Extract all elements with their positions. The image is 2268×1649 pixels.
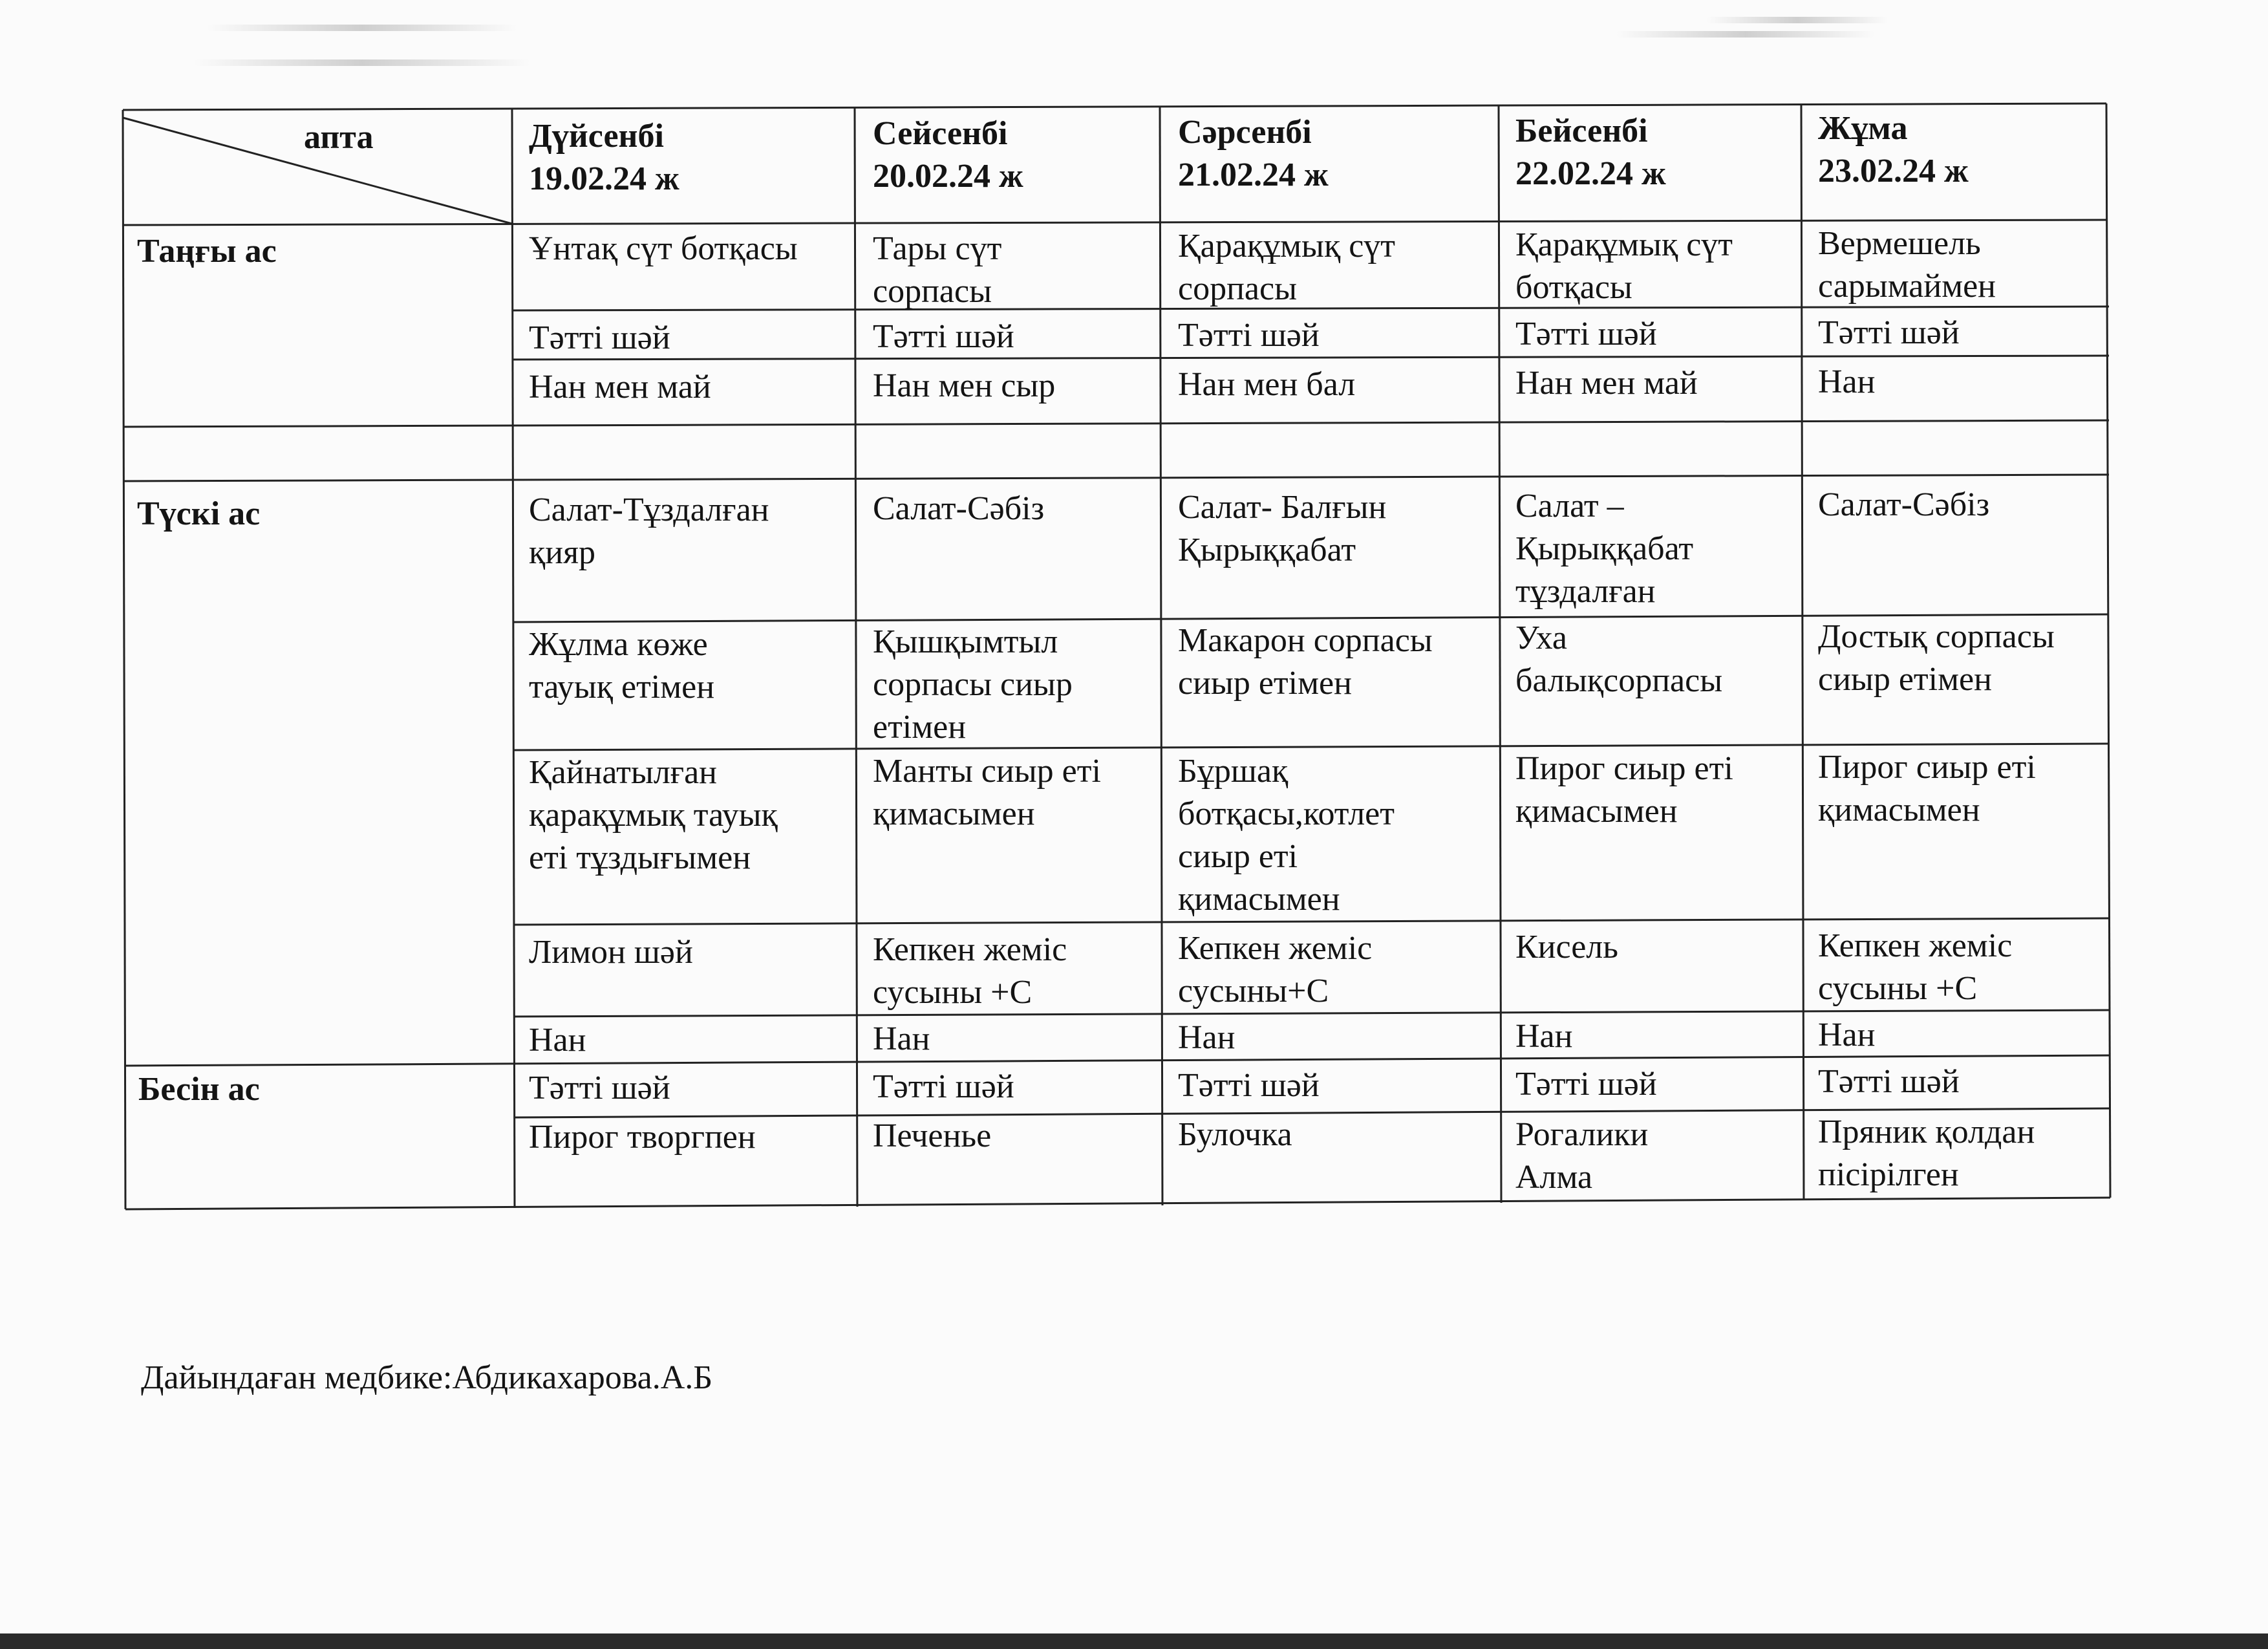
menu-cell: Нан мен сыр [873,367,1056,404]
menu-cell: Тәтті шәй [1818,1063,1960,1100]
column-day: Сейсенбі [873,115,1008,152]
menu-cell: Салат-Сәбіз [873,490,1045,527]
menu-cell: Рогалики Алма [1515,1116,1649,1196]
menu-cell: Қышқымтыл сорпасы сиыр етімен [873,623,1073,746]
menu-cell: Достық сорпасы сиыр етімен [1818,618,2055,698]
menu-cell: Салат-Тұздалған қияр [529,491,769,571]
menu-cell: Тары сүт сорпасы [873,230,1002,310]
menu-cell: Нан мен май [1515,365,1698,402]
menu-cell: Тәтті шәй [873,1068,1014,1105]
menu-cell: Печенье [873,1117,992,1154]
menu-cell: Ұнтақ сүт ботқасы [529,230,798,267]
menu-cell: Тәтті шәй [529,1070,670,1106]
menu-cell: Салат- Балғын Қырыққабат [1178,489,1387,568]
meal-label-breakfast: Таңғы ас [137,233,277,270]
meal-label-lunch: Түскі ас [137,495,261,532]
menu-cell: Пирог сиыр еті қимасымен [1515,750,1733,830]
column-day: Сәрсенбі [1178,114,1312,151]
menu-cell: Тәтті шәй [1515,316,1657,352]
column-header [873,113,1023,198]
menu-cell: Лимон шәй [529,934,693,971]
column-header [1515,110,1666,195]
menu-cell: Жұлма көже тауық етімен [529,626,715,706]
menu-cell: Бұршақ ботқасы,котлет сиыр еті қимасымен [1178,753,1395,918]
menu-cell: Салат-Сәбіз [1818,486,1990,523]
menu-cell: Тәтті шәй [1818,314,1960,351]
menu-cell: Қайнатылған қарақұмық тауық еті тұздығымен [529,754,778,876]
column-date: 23.02.24 ж [1818,153,1969,189]
menu-cell: Тәтті шәй [529,319,670,356]
menu-cell: Тәтті шәй [1178,1067,1320,1104]
column-header [1178,111,1329,197]
menu-cell: Тәтті шәй [1515,1066,1657,1103]
menu-cell: Қарақұмық сүт сорпасы [1178,228,1396,307]
menu-cell: Манты сиыр еті қимасымен [873,753,1101,832]
menu-cell: Кепкен жеміс сусыны +С [1818,927,2013,1007]
menu-cell: Макарон сорпасы сиыр етімен [1178,622,1433,702]
column-date: 21.02.24 ж [1178,156,1329,193]
menu-cell: Пряник қолдан пісірілген [1818,1114,2035,1193]
menu-cell: Тәтті шәй [873,318,1014,355]
menu-cell: Нан [1515,1018,1573,1055]
menu-cell: Салат – Қырыққабат тұздалған [1515,488,1694,610]
column-header [1818,107,1969,193]
menu-cell: Нан [1178,1019,1236,1056]
menu-cell: Нан [873,1020,930,1057]
menu-cell: Нан [1818,363,1876,400]
menu-cell: Пирог сиыр еті қимасымен [1818,749,2036,828]
column-date: 22.02.24 ж [1515,155,1666,192]
menu-cell: Нан мен май [529,369,711,405]
meal-label-snack: Бесін ас [138,1071,260,1108]
menu-cell: Қарақұмық сүт ботқасы [1515,226,1733,306]
corner-label: апта [304,119,374,156]
menu-cell: Нан мен бал [1178,366,1356,403]
column-header [529,115,679,200]
column-date: 20.02.24 ж [873,158,1023,195]
menu-cell: Кепкен жеміс сусыны+С [1178,930,1373,1009]
menu-cell: Кепкен жеміс сусыны +С [873,931,1067,1011]
menu-cell: Кисель [1515,929,1618,965]
column-day: Дүйсенбі [529,118,664,155]
menu-cell: Вермешель сарымаймен [1818,225,1996,305]
menu-cell: Пирог творгпен [529,1119,756,1156]
prepared-by-line: Дайындаған медбике:Абдикахарова.А.Б [141,1359,713,1396]
column-date: 19.02.24 ж [529,160,679,197]
menu-cell: Булочка [1178,1116,1292,1153]
column-day: Бейсенбі [1515,113,1648,149]
menu-cell: Нан [529,1022,586,1059]
menu-cell: Нан [1818,1017,1876,1053]
menu-cell: Тәтті шәй [1178,317,1320,354]
column-day: Жұма [1818,110,1908,147]
menu-cell: Уха балықсорпасы [1515,620,1723,699]
scan-bottom-edge [0,1633,2268,1649]
